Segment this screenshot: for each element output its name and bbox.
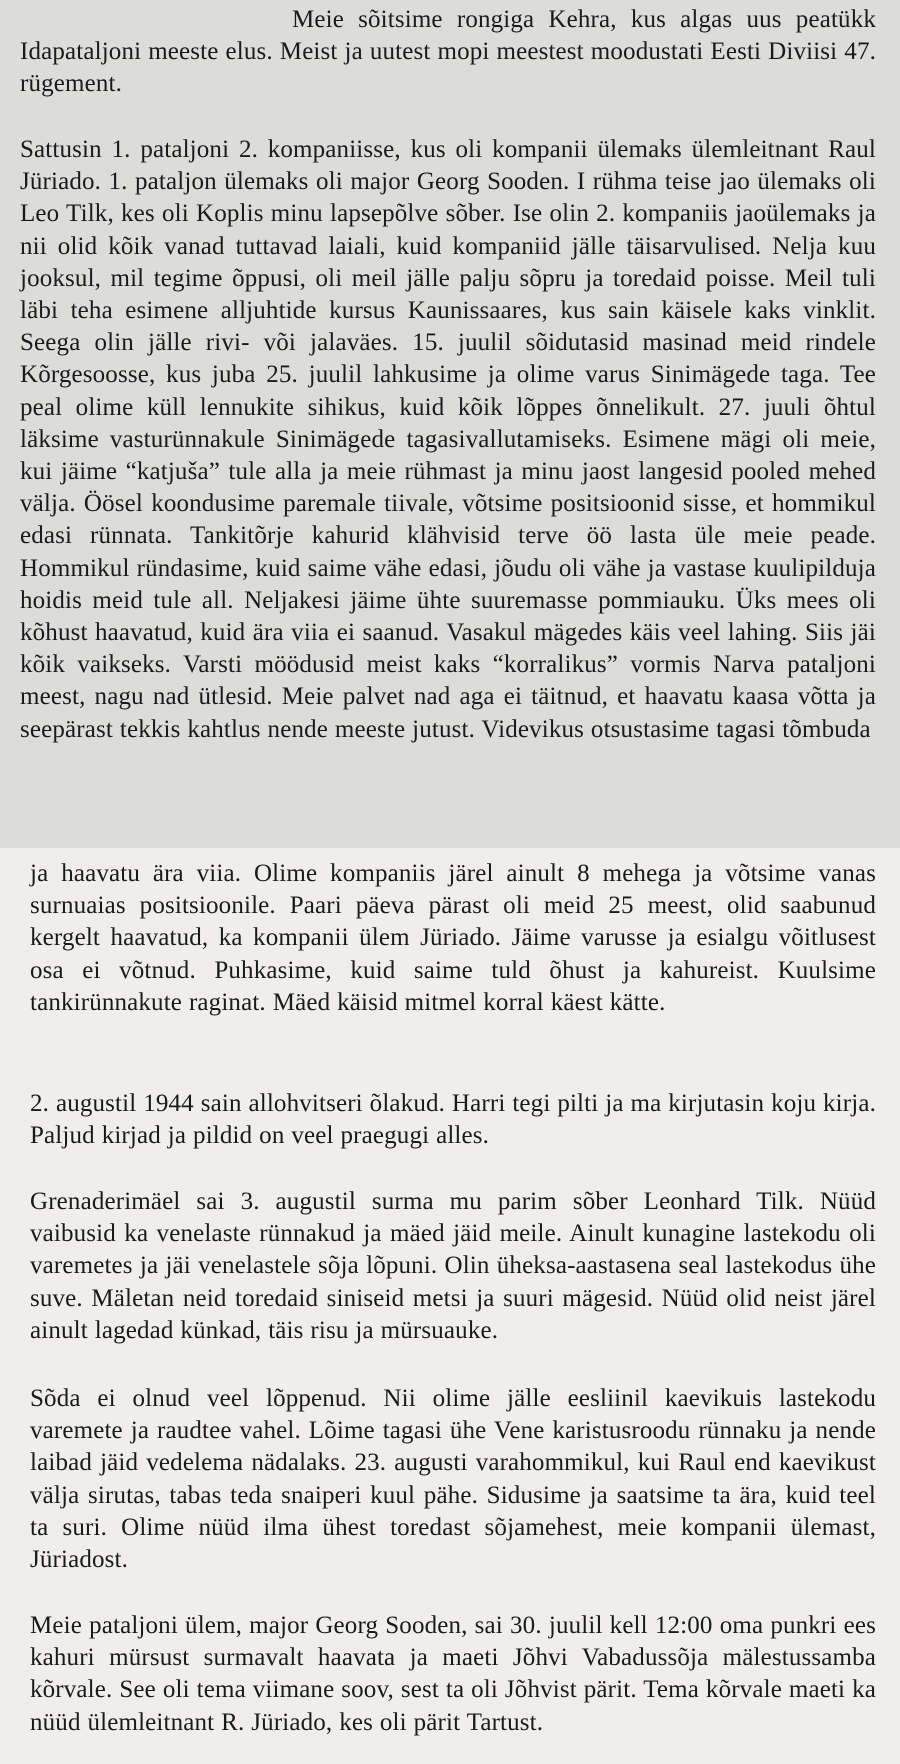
paragraph-major-sooden: Meie pataljoni ülem, major Georg Sooden, sai 30. juulil kell 12:00 oma punkri ees kahuri mürsust surmavalt haavata ja maeti Jõhvi Vabadussõja mälestussamba kõrvale. See oli tema viimane soov, sest ta oli Jõhvist pärit. Tema kõrvale maeti ka nüüd ülemleitnant R. Jüriado, kes oli pärit Tartust. bbox=[30, 1612, 876, 1736]
paragraph-cemetery-position: ja haavatu ära viia. Olime kompaniis järel ainult 8 mehega ja võtsime vanas surnuaias positsioonile. Paari päeva pärast oli meid 25 meest, olid saabunud kergelt haavatud, ka kompanii ülem Jüriado. Jäime varusse ja esialgu võitlusest osa ei võtnud. Puhkasime, kuid saime tuld õhust ja kahureist. Kuulsime tankirünnakute raginat. Mäed käisid mitmel korral käest kätte. bbox=[30, 860, 876, 1016]
paragraph-kehra-arrival: Meie sõitsime rongiga Kehra, kus algas uus peatükk Idapataljoni meeste elus. Meist ja uutest mopi meestest moodustati Eesti Diviisi 47. rügement. bbox=[20, 6, 876, 98]
paragraph-battalion-battle: Sattusin 1. pataljoni 2. kompaniisse, kus oli kompanii ülemaks ülemleitnant Raul Jüriado. 1. pataljon ülemaks oli major Georg Sooden. I rühma teise jao ülemaks oli Leo Tilk, kes oli Koplis minu lapsepõlve sõber. Ise olin 2. kompaniis jaoülemaks ja nii olid kõik vanad tuttavad laiali, kuid kompaniid jälle täisarvulised. Nelja kuu jooksul, mil tegime õppusi, oli meil jälle palju sõpru ja toredaid poisse. Meil tuli läbi teha esimene alljuhtide kursus Kaunissaares, kus sain käisele kaks vinklit. Seega olin jälle rivi- või jalaväes. 15. juulil sõidutasid masinad meid rindele Kõrgesoosse, kus juba 25. juulil lahkusime ja olime varus Sinimägede taga. Tee peal olime küll lennukite sihikus, kuid kõik lõppes õnnelikult. 27. juuli õhtul läksime vasturünnakule Sinimägede tagasivallutamiseks. Esimene mägi oli meie, kui jäime “katjuša” tule alla ja meie rühmast ja minu jaost langesid pooled mehed välja. Öösel koondusime paremale tiivale, võtsime positsioonid sisse, et hommikul edasi rünnata. Tankitõrje kahurid klähvisid terve öö lasta üle meie peade. Hommikul ründasime, kuid saime vähe edasi, jõudu oli vähe ja vastase kuulipilduja hoidis meid tule all. Neljakesi jäime ühte suuremasse pommiauku. Üks mees oli kõhust haavatud, kuid ära viia ei saanud. Vasakul mägedes käis veel lahing. Siis jäi kõik vaikseks. Varsti möödusid meist kaks “korralikus” vormis Narva pataljoni meest, nagu nad ütlesid. Meie palvet nad aga ei täitnud, et haavatu kaasa võtta ja seepärast tekkis kahtlus nende meeste jutust. Videvikus otsustasime tagasi tõmbuda bbox=[20, 136, 876, 743]
paragraph-august-promotion: 2. augustil 1944 sain allohvitseri õlakud. Harri tegi pilti ja ma kirjutasin koju kirja. Paljud kirjad ja pildid on veel praegugi alles. bbox=[30, 1090, 876, 1150]
paragraph-grenaderimagi: Grenaderimäel sai 3. augustil surma mu parim sõber Leonhard Tilk. Nüüd vaibusid ka venelaste rünnakud ja mäed jäid meile. Ainult kunagine lastekodu oli varemetes ja jäi venelastele sõja lõpuni. Olin üheksa-aastasena seal lastekodus ühe suve. Mäletan neid toredaid siniseid metsi ja suuri mägesid. Nüüd olid neist järel ainult lagedad künkad, täis risu ja mürsuauke. bbox=[30, 1188, 876, 1344]
paragraph-war-continued: Sõda ei olnud veel lõppenud. Nii olime jälle eesliinil kaevikuis lastekodu varemete ja raudtee vahel. Lõime tagasi ühe Vene karistusroodu rünnaku ja nende laibad jäid vedelema nädalaks. 23. augusti varahommikul, kui Raul end kaevikust välja sirutas, tabas teda snaiperi kuul pähe. Sidusime ja saatsime ta ära, kuid teel ta suri. Olime nüüd ilma ühest toredast sõjamehest, meie kompanii ülemast, Jüriadost. bbox=[30, 1385, 876, 1574]
